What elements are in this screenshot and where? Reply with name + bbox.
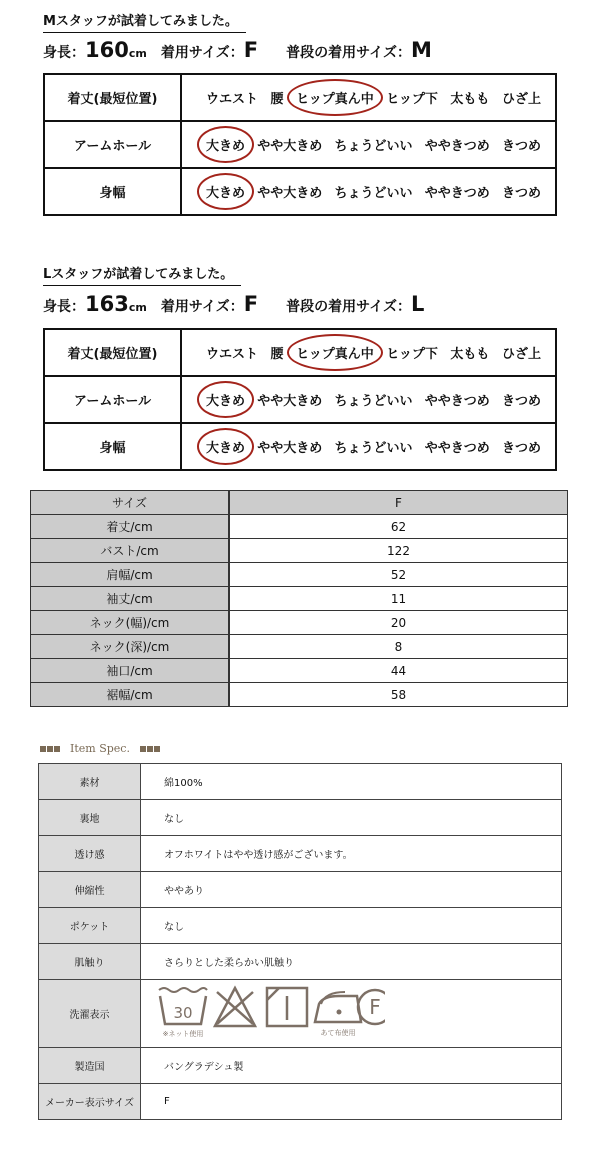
fit-row-width [44,168,556,215]
staff-m-fit-table [43,73,557,216]
spec-label: 洗濯表示 [39,980,141,1048]
fit-label: 着丈(最短位置) [44,329,181,376]
row-label: 袖口/cm [31,659,230,683]
fit-option-selected: ヒップ真ん中 [296,88,374,107]
spec-row [39,944,562,980]
spec-value: ややあり [141,872,562,908]
fit-option: ちょうどいい [334,394,413,409]
row-value: 58 [229,683,568,707]
spec-value: オフホワイトはやや透け感がございます。 [141,836,562,872]
spec-value: F [141,1084,562,1120]
wash-note: ※ネット使用 [162,1030,204,1038]
spec-label: 製造国 [39,1048,141,1084]
fit-row-width [44,423,556,470]
spec-value: バングラデシュ製 [141,1048,562,1084]
spec-label: 裏地 [39,800,141,836]
spec-label: 伸縮性 [39,872,141,908]
fit-option: ちょうどいい [334,186,413,201]
fit-option: やや大きめ [257,394,323,409]
staff-m-stats: 身長：160cm 着用サイズ：F 普段の着用サイズ：M [43,38,432,62]
fit-label: アームホール [44,121,181,168]
table-row [31,563,568,587]
row-label: バスト/cm [31,539,230,563]
row-label: 肩幅/cm [31,563,230,587]
fit-row-length [44,74,556,121]
size-header-value: F [229,491,568,515]
staff-m-title: Mスタッフが試着してみました。 [43,10,238,29]
fit-row-armhole [44,121,556,168]
fit-option: やや大きめ [257,139,323,154]
fit-option-selected: 大きめ [206,135,245,154]
staff-l-fit-table [43,328,557,471]
fit-option: 腰 [270,347,284,362]
fit-option: 腰 [270,92,284,107]
fit-option: きつめ [501,441,541,456]
item-spec-heading: Item Spec. [40,742,161,755]
fit-option: ヒップ下 [386,92,438,107]
row-value: 44 [229,659,568,683]
spec-row [39,872,562,908]
spec-label: 肌触り [39,944,141,980]
fit-label: 着丈(最短位置) [44,74,181,121]
row-label: 袖丈/cm [31,587,230,611]
wash-temp: 30 [173,1004,193,1022]
fit-row-armhole [44,376,556,423]
fit-label: アームホール [44,376,181,423]
spec-row [39,1048,562,1084]
fit-label: 身幅 [44,168,181,215]
wash-30-icon [159,988,207,1038]
row-label: ネック(深)/cm [31,635,230,659]
fit-option: ひざ上 [501,92,541,107]
laundry-icons [141,980,562,1048]
table-row [31,683,568,707]
row-label: ネック(幅)/cm [31,611,230,635]
table-row [31,539,568,563]
spec-row-laundry [39,980,562,1048]
spec-row [39,764,562,800]
fit-option: やや大きめ [257,186,323,201]
fit-option: やや大きめ [257,441,323,456]
table-row [31,587,568,611]
no-bleach-icon [215,988,255,1026]
fit-label: 身幅 [44,423,181,470]
table-row [31,659,568,683]
fit-option: ややきつめ [424,186,490,201]
laundry-symbols [155,982,385,1042]
item-spec-table [38,763,562,1120]
fit-option-selected: ヒップ真ん中 [296,343,374,362]
table-row [31,635,568,659]
row-label: 裾幅/cm [31,683,230,707]
spec-label: 素材 [39,764,141,800]
spec-row [39,1084,562,1120]
fit-option-selected: 大きめ [206,390,245,409]
spec-label: ポケット [39,908,141,944]
size-table [30,490,568,707]
row-value: 8 [229,635,568,659]
fit-option: ウエスト [206,347,259,362]
spec-value: なし [141,800,562,836]
table-row [31,515,568,539]
fit-option: きつめ [501,186,541,201]
row-value: 122 [229,539,568,563]
fit-option: ちょうどいい [334,441,413,456]
fit-option: きつめ [501,394,541,409]
row-value: 62 [229,515,568,539]
row-value: 20 [229,611,568,635]
staff-l-title: Lスタッフが試着してみました。 [43,263,233,282]
staff-l-stats: 身長：163cm 着用サイズ：F 普段の着用サイズ：L [43,292,425,316]
fit-option: 太もも [450,347,490,362]
fit-option: ややきつめ [424,394,490,409]
row-label: 着丈/cm [31,515,230,539]
fit-option: ヒップ下 [386,347,438,362]
iron-note: あて布使用 [320,1029,356,1037]
iron-low-icon [315,992,361,1037]
spec-value: さらりとした柔らかい肌触り [141,944,562,980]
fit-option: ウエスト [206,92,259,107]
fit-option-selected: 大きめ [206,437,245,456]
spec-row [39,836,562,872]
fit-option: ちょうどいい [334,139,413,154]
spec-row [39,800,562,836]
spec-value: なし [141,908,562,944]
fit-option: ひざ上 [501,347,541,362]
fit-option: ややきつめ [424,441,490,456]
fit-option-selected: 大きめ [206,182,245,201]
row-value: 52 [229,563,568,587]
size-table-header [31,491,568,515]
size-header-label: サイズ [31,491,230,515]
drip-dry-shade-icon [267,988,307,1026]
fit-row-length [44,329,556,376]
dry-clean-letter: F [369,995,381,1019]
fit-option: きつめ [501,139,541,154]
table-row [31,611,568,635]
spec-label: 透け感 [39,836,141,872]
spec-row [39,908,562,944]
row-value: 11 [229,587,568,611]
fit-option: ややきつめ [424,139,490,154]
spec-value: 綿100% [141,764,562,800]
fit-option: 太もも [450,92,490,107]
spec-label: メーカー表示サイズ [39,1084,141,1120]
dry-clean-f-icon [358,990,385,1024]
